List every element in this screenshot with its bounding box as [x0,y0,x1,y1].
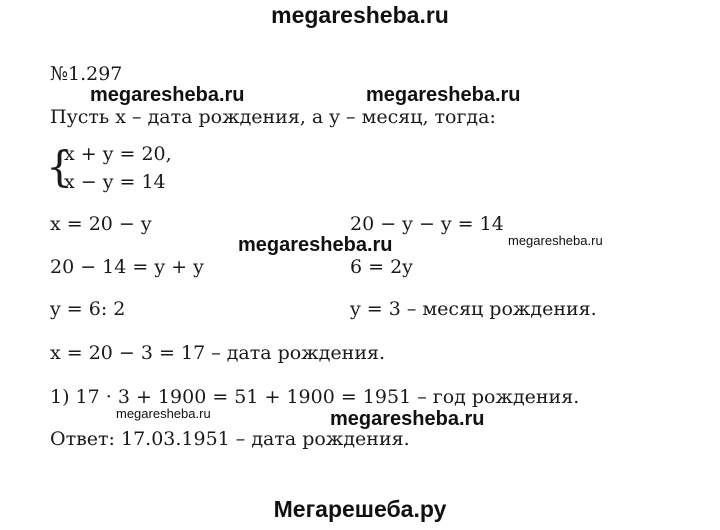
system-equation-2: x − y = 14 [64,171,166,193]
equation-left-3: y = 6: 2 [50,298,126,320]
watermark: megaresheba.ru [238,234,393,256]
watermark: megaresheba.ru [90,84,245,106]
equation-right-1: 20 − y − y = 14 [350,213,504,235]
watermark-top: megaresheba.ru [271,2,449,28]
watermark: megaresheba.ru [366,84,521,106]
watermark-bottom: Мегарешеба.ру [273,496,447,522]
watermark: megaresheba.ru [508,233,603,248]
equation-left-1: x = 20 − y [50,213,152,235]
problem-number: №1.297 [50,63,123,85]
equation-right-3: y = 3 – месяц рождения. [350,298,597,320]
equation-x-result: x = 20 − 3 = 17 – дата рождения. [50,342,386,364]
system-brace: { [46,142,73,191]
intro-text: Пусть x – дата рождения, а y – месяц, тогда: [50,106,496,128]
system-equation-1: x + y = 20, [64,143,172,165]
equation-left-2: 20 − 14 = y + y [50,256,204,278]
answer-text: Ответ: 17.03.1951 – дата рождения. [50,428,410,450]
year-calculation: 1) 17 · 3 + 1900 = 51 + 1900 = 1951 – год рождения. [50,386,580,408]
watermark: megaresheba.ru [116,406,211,421]
watermark: megaresheba.ru [330,408,485,430]
equation-right-2: 6 = 2y [350,256,413,278]
